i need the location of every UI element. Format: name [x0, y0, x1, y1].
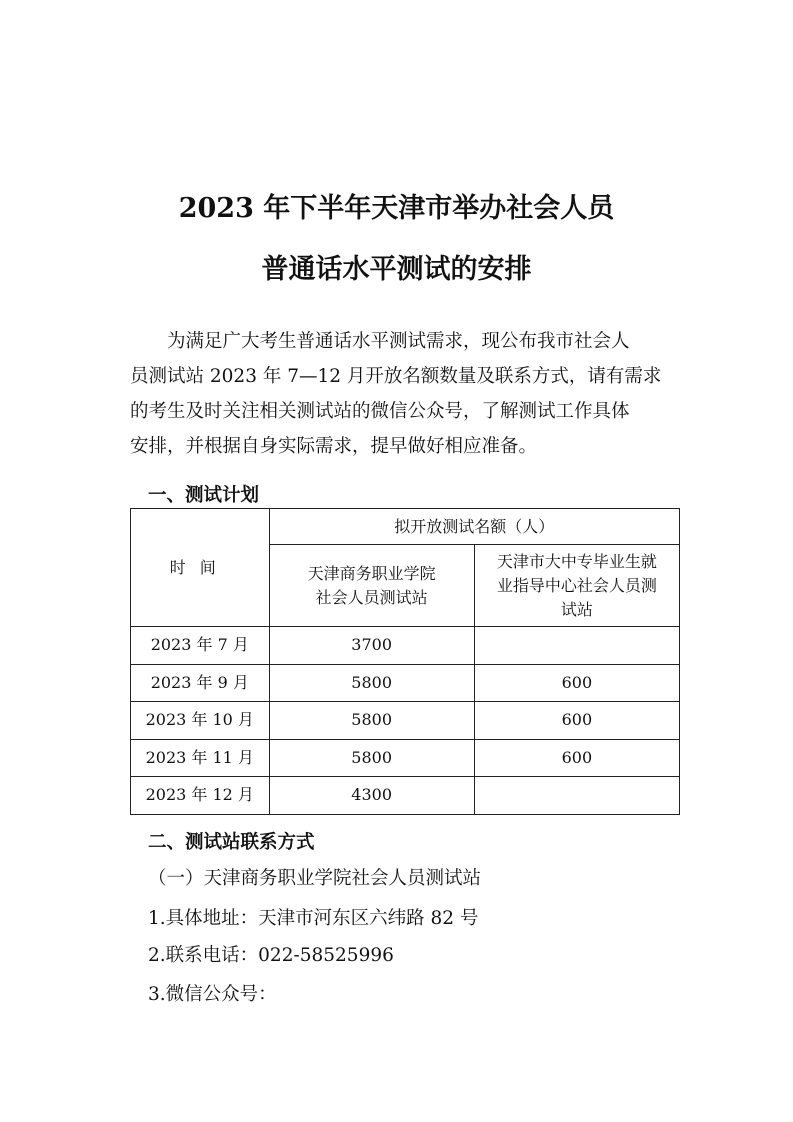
month-cell: 2023 年 9 月	[131, 664, 270, 702]
station1-quota-cell: 3700	[269, 627, 474, 665]
test-plan-table	[130, 508, 680, 815]
document-title-line1: 2023 年下半年天津市举办社会人员	[178, 193, 615, 224]
section-heading-contacts: 二、测试站联系方式	[148, 832, 315, 853]
station2-header-cell	[474, 545, 679, 627]
station2-quota-cell	[474, 627, 679, 665]
intro-line: 的考生及时关注相关测试站的微信公众号，了解测试工作具体	[130, 401, 630, 422]
station2-quota-cell	[474, 777, 679, 815]
station1-quota-cell: 5800	[269, 739, 474, 777]
table-row	[131, 664, 680, 702]
station1-header-cell	[269, 545, 474, 627]
month-cell: 2023 年 10 月	[131, 702, 270, 740]
intro-paragraph	[130, 324, 690, 464]
station2-name-line: 业指导中心社会人员测	[496, 575, 657, 595]
station1-name-line: 天津商务职业学院	[307, 563, 436, 583]
station1-quota-cell: 4300	[269, 777, 474, 815]
document-title-line2: 普通话水平测试的安排	[261, 254, 532, 285]
station2-name-line: 试站	[560, 599, 593, 619]
subsection-heading-station1: （一）天津商务职业学院社会人员测试站	[148, 868, 482, 889]
station1-quota-cell: 5800	[269, 664, 474, 702]
phone-line: 2.联系电话：022-58525996	[148, 945, 394, 966]
wechat-line: 3.微信公众号：	[148, 984, 277, 1005]
station1-name-line: 社会人员测试站	[315, 587, 428, 607]
table-row	[131, 777, 680, 815]
time-header-cell: 时间	[131, 509, 270, 627]
quota-header-cell: 拟开放测试名额（人）	[269, 509, 679, 545]
address-line: 1.具体地址：天津市河东区六纬路 82 号	[148, 908, 479, 929]
table-row	[131, 702, 680, 740]
station2-name-line: 天津市大中专毕业生就	[496, 551, 657, 571]
intro-line: 安排，并根据自身实际需求，提早做好相应准备。	[130, 436, 538, 457]
section-heading-plan: 一、测试计划	[148, 485, 260, 506]
station2-quota-cell: 600	[474, 739, 679, 777]
station2-quota-cell: 600	[474, 702, 679, 740]
table-row	[131, 627, 680, 665]
station2-quota-cell: 600	[474, 664, 679, 702]
table-row	[131, 739, 680, 777]
station1-quota-cell: 5800	[269, 702, 474, 740]
month-cell: 2023 年 7 月	[131, 627, 270, 665]
month-cell: 2023 年 11 月	[131, 739, 270, 777]
intro-line: 为满足广大考生普通话水平测试需求，现公布我市社会人	[167, 331, 630, 352]
month-cell: 2023 年 12 月	[131, 777, 270, 815]
intro-line: 员测试站 2023 年 7—12 月开放名额数量及联系方式，请有需求	[130, 366, 662, 387]
